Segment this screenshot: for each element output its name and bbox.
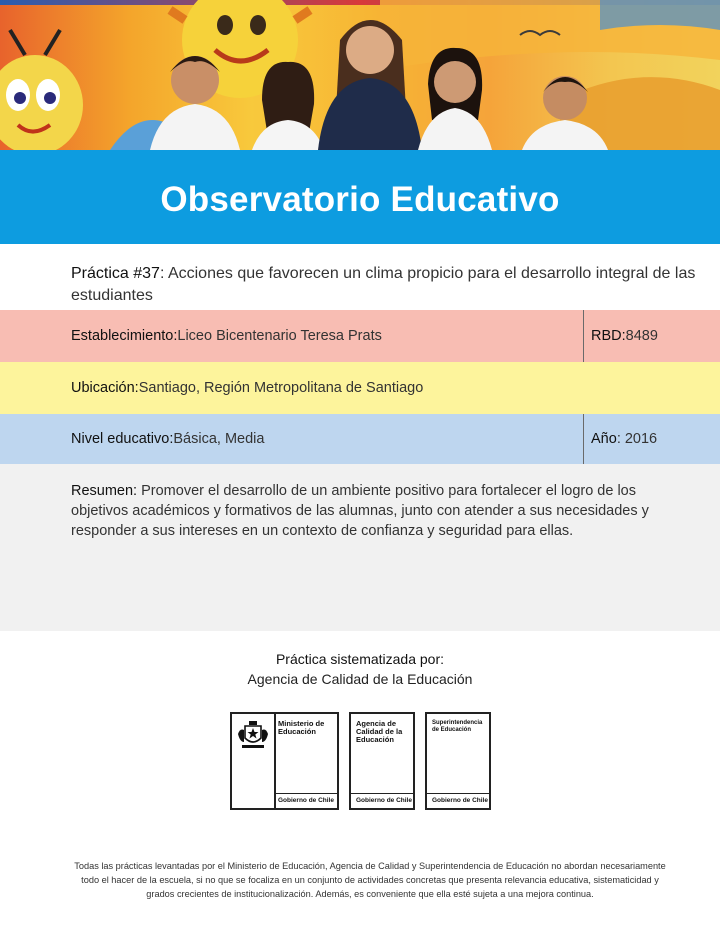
location-row [0,362,720,414]
agency-logo-name: Agencia de Calidad de la Educación [356,719,403,744]
location-value: Santiago, Región Metropolitana de Santiago [138,380,424,396]
year-label: Año [591,431,617,447]
superintendency-logo-name: Superintendencia de Educación [432,720,483,733]
level-cell [71,414,264,464]
summary [71,481,671,541]
practice-title [71,263,711,307]
superintendency-logo [425,712,491,810]
level-value: Básica, Media [173,431,265,447]
credit-heading: Práctica sistematizada por: [275,651,445,667]
establishment-row [0,310,720,362]
rbd-cell [591,310,658,344]
ministry-logo-footer: Gobierno de Chile [278,797,334,804]
ministry-logo-name: Ministerio de Educación [278,719,325,736]
agency-logo [349,712,415,810]
row-divider [583,414,584,464]
ministry-logo [230,712,339,810]
establishment-cell [71,310,382,362]
practice-text: : Acciones que favorecen un clima propicio para el desarrollo integral de las estudiantes [71,265,696,304]
year-value: : 2016 [616,431,658,447]
level-label: Nivel educativo: [71,431,174,447]
establishment-value: Liceo Bicentenario Teresa Prats [177,328,382,344]
page-title: Observatorio Educativo [160,180,560,219]
rbd-label: RBD: [591,328,626,344]
year-cell [591,414,657,464]
summary-label: Resumen: [71,483,138,499]
logo-rule [276,793,337,795]
summary-text: Promover el desarrollo de un ambiente positivo para fortalecer el logro de los objetivos académicos y formativos de las alumnas, junto con atender a sus necesidades y responder a sus intereses en un contexto de confianza y seguridad para ellas. [71,483,649,539]
practice-label: Práctica #37 [71,265,160,282]
agency-logo-footer: Gobierno de Chile [356,797,412,804]
rbd-value: 8489 [625,328,658,344]
logo-rule [351,793,413,795]
disclaimer: Todas las prácticas levantadas por el Ministerio de Educación, Agencia de Calidad y Superintendencia de Educación no abordan necesariamente todo el hacer de la escuela, si no que se focaliza en un conjunto de actividades concretas que presenta relevancia educativa, sistematicidad y grados crecientes de institucionalización. Además, es conveniente que ella esté sujeta a una mejora continua. [74,861,666,899]
logo-rule [427,793,489,795]
superintendency-logo-footer: Gobierno de Chile [432,797,488,804]
level-row [0,414,720,464]
location-label: Ubicación: [71,380,139,396]
establishment-label: Establecimiento: [71,328,178,344]
location-cell [71,362,423,414]
chile-shield-icon [236,720,270,750]
row-divider [583,310,584,362]
credit-agency: Agencia de Calidad de la Educación [247,671,473,687]
hero-photo [0,0,720,150]
hero-illustration [0,0,720,150]
